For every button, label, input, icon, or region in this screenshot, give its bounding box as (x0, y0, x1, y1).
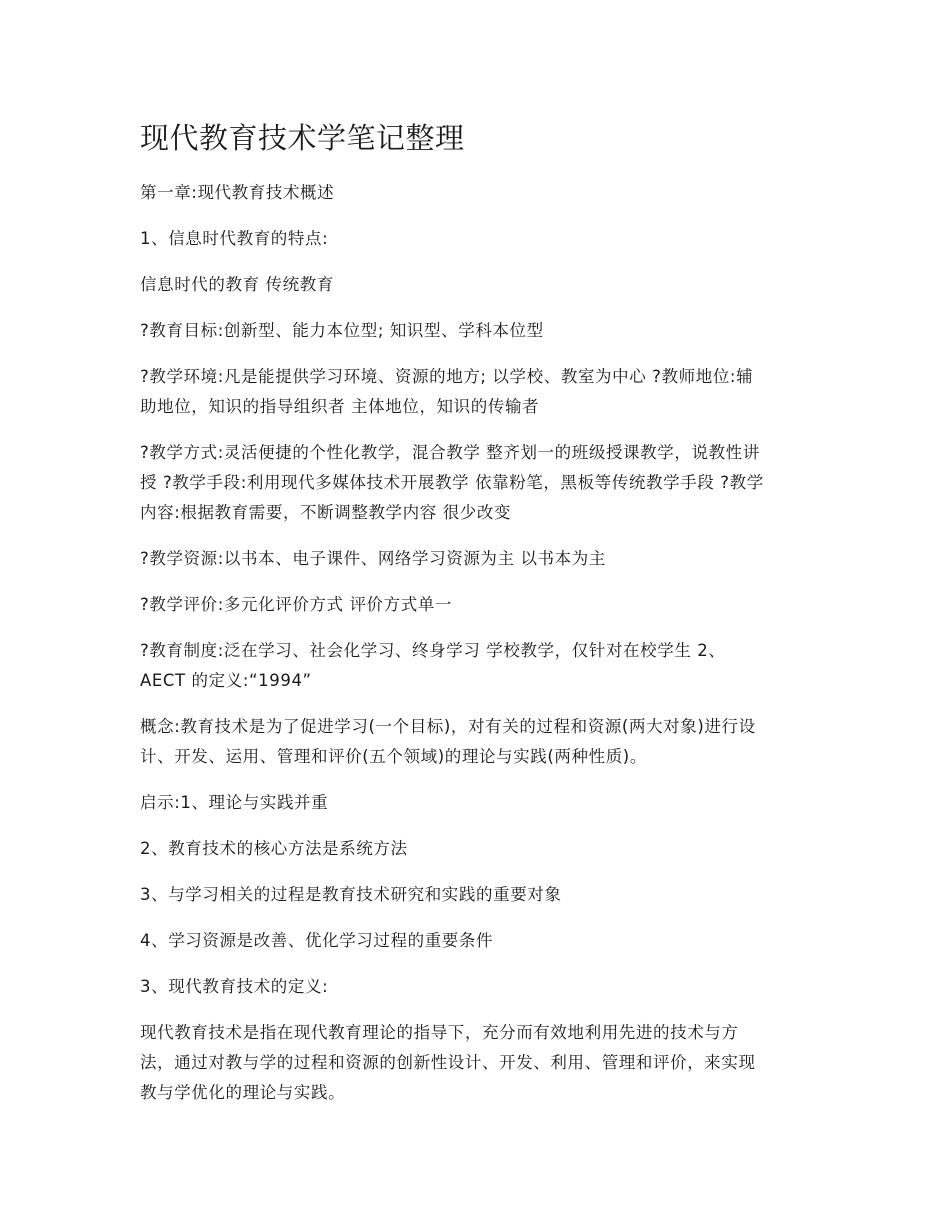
text-line: 3、现代教育技术的定义: (140, 977, 329, 996)
text-line: 法，通过对教与学的过程和资源的创新性设计、开发、利用、管理和评价，来实现 (140, 1053, 756, 1072)
text-line: 2、教育技术的核心方法是系统方法 (140, 839, 408, 858)
section-heading (140, 224, 812, 254)
paragraph (140, 270, 812, 300)
text-line: 1、信息时代教育的特点: (140, 229, 329, 248)
section-heading (140, 972, 812, 1002)
text-line: ?教育制度:泛在学习、社会化学习、终身学习 学校教学，仅针对在校学生 2、 (140, 641, 726, 660)
paragraph (140, 438, 812, 528)
text-line: 现代教育技术是指在现代教育理论的指导下，充分而有效地利用先进的技术与方 (140, 1023, 739, 1042)
text-line: 内容:根据教育需要，不断调整教学内容 很少改变 (140, 503, 512, 522)
paragraph (140, 1018, 812, 1108)
text-line: 3、与学习相关的过程是教育技术研究和实践的重要对象 (140, 885, 562, 904)
paragraph (140, 316, 812, 346)
paragraph (140, 712, 812, 772)
text-line: 4、学习资源是改善、优化学习过程的重要条件 (140, 931, 494, 950)
paragraph (140, 590, 812, 620)
document-page (140, 116, 812, 1124)
text-line: 启示:1、理论与实践并重 (140, 793, 329, 812)
paragraph (140, 636, 812, 696)
paragraph (140, 362, 812, 422)
text-line: ?教学资源:以书本、电子课件、网络学习资源为主 以书本为主 (140, 549, 606, 568)
text-line: ?教学评价:多元化评价方式 评价方式单一 (140, 595, 453, 614)
paragraph (140, 544, 812, 574)
text-line: 助地位，知识的指导组织者 主体地位，知识的传输者 (140, 397, 540, 416)
document-title: 现代教育技术学笔记整理 (140, 121, 465, 155)
paragraph (140, 880, 812, 910)
text-line: ?教育目标:创新型、能力本位型; 知识型、学科本位型 (140, 321, 544, 340)
paragraph (140, 788, 812, 818)
text-line: ?教学环境:凡是能提供学习环境、资源的地方; 以学校、教室为中心 ?教师地位:辅 (140, 367, 754, 386)
paragraph (140, 926, 812, 956)
text-line: 计、开发、运用、管理和评价(五个领域)的理论与实践(两种性质)。 (140, 747, 647, 766)
text-line: 第一章:现代教育技术概述 (140, 183, 335, 202)
text-line: ?教学方式:灵活便捷的个性化教学，混合教学 整齐划一的班级授课教学，说教性讲 (140, 443, 760, 462)
text-line: AECT 的定义:“1994” (140, 671, 312, 690)
chapter-heading (140, 178, 812, 208)
text-line: 教与学优化的理论与实践。 (140, 1083, 346, 1102)
text-line: 授 ?教学手段:利用现代多媒体技术开展教学 依靠粉笔，黑板等传统教学手段 ?教学 (140, 473, 764, 492)
text-line: 信息时代的教育 传统教育 (140, 275, 334, 294)
paragraph (140, 834, 812, 864)
text-line: 概念:教育技术是为了促进学习(一个目标)，对有关的过程和资源(两大对象)进行设 (140, 717, 756, 736)
